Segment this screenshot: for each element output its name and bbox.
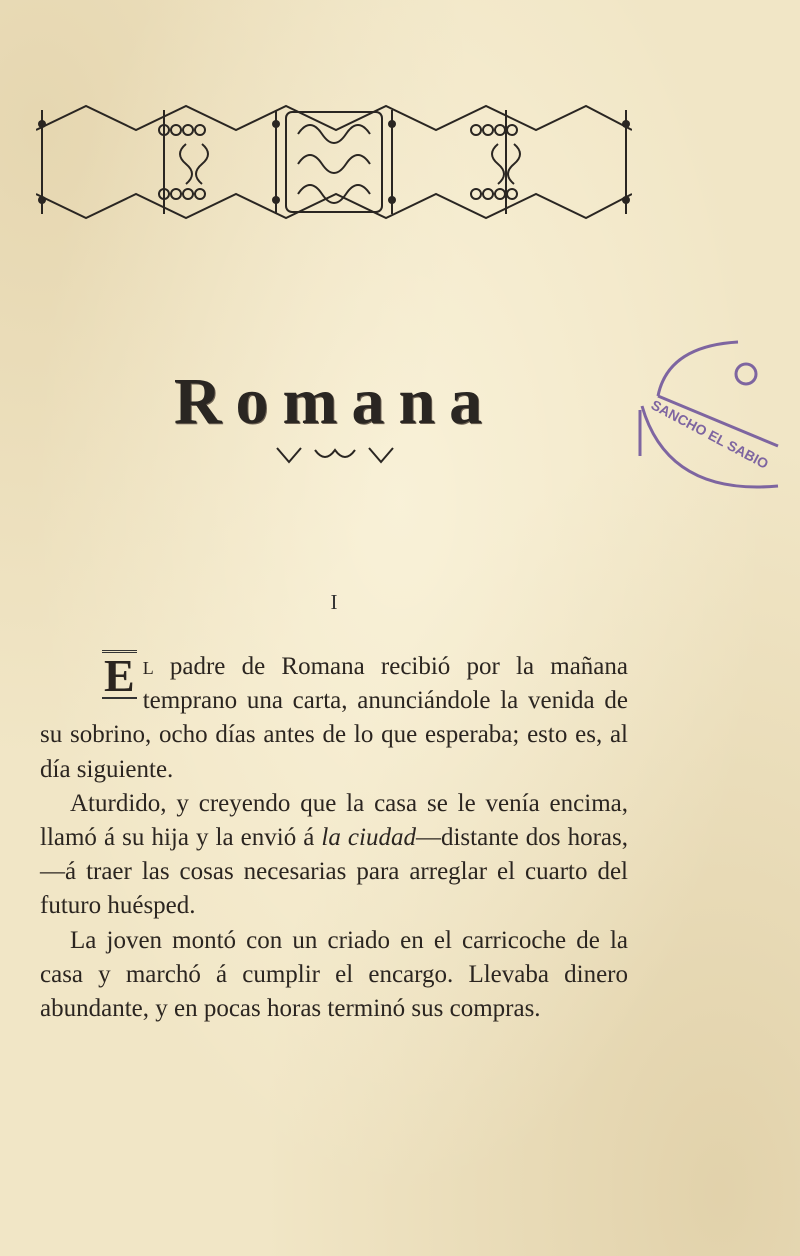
title-flourish-icon <box>275 444 395 466</box>
chapter-number: I <box>330 590 338 614</box>
stamp-label: SANCHO EL SABIO <box>648 396 772 472</box>
drop-cap: E <box>104 650 135 701</box>
page-title: Romana <box>173 365 497 438</box>
paragraph-2-italic: la ciudad <box>321 824 416 852</box>
ornamental-header-band <box>36 104 632 220</box>
body-text <box>40 650 628 1026</box>
paragraph-2-text-b: —distante dos horas,—á traer las cosas necesarias para arreglar el cuarto del futuro huésped. <box>40 824 628 920</box>
paragraph-2-text-a: Aturdido, y creyendo que la casa se le venía encima, llamó á su hija y la envió á <box>40 789 628 852</box>
paragraph-2 <box>40 787 628 924</box>
title-block <box>150 362 520 472</box>
library-stamp <box>628 336 800 512</box>
paragraph-1-text: padre de Romana recibió por la mañana temprano una carta, anunciándole la venida de su sobrino, ocho días antes de lo que esperaba; esto es, al día siguiente. <box>40 653 628 783</box>
first-word-rest: l <box>142 653 154 680</box>
paragraph-1 <box>40 650 628 787</box>
paragraph-3: La joven montó con un criado en el carricoche de la casa y marchó á cumplir el encargo. Llevaba dinero abundante, y en pocas horas terminó sus compras. <box>40 926 628 1023</box>
